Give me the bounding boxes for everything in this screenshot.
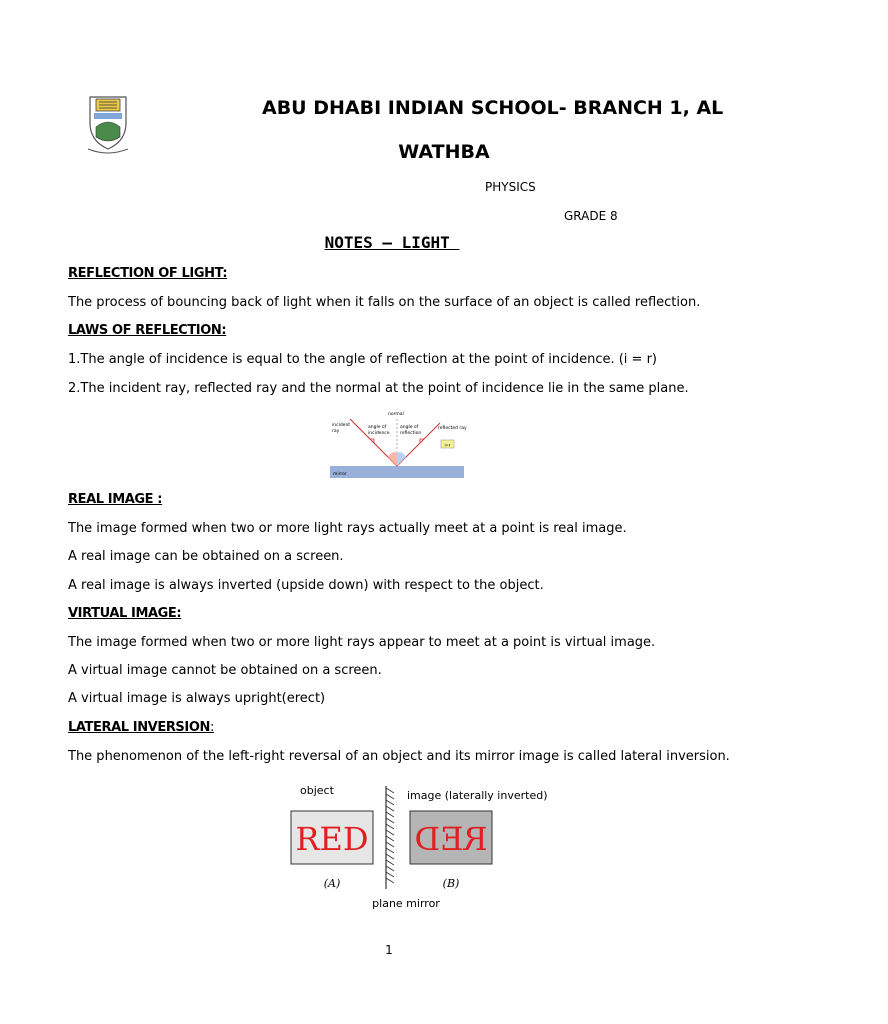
equation-label: i=r <box>444 442 451 448</box>
mirrored-word: RED <box>414 820 488 858</box>
heading-lateral-inversion <box>68 720 214 735</box>
grade-label: GRADE 8 <box>564 209 618 223</box>
angle-reflection-label-2: reflection <box>400 431 422 436</box>
label-b: (B) <box>442 877 460 890</box>
incident-ray-label: incident <box>332 423 351 428</box>
lateral-heading-text: LATERAL INVERSION <box>68 720 210 735</box>
lateral-inversion-definition: The phenomenon of the left-right reversal of an object and its mirror image is called lateral inversion. <box>68 749 730 764</box>
heading-real-image: REAL IMAGE : <box>68 492 163 507</box>
normal-label: normal <box>388 412 404 417</box>
angle-incidence-label: angle of <box>368 425 387 430</box>
image-label: image (laterally inverted) <box>407 789 548 802</box>
school-name-line1: ABU DHABI INDIAN SCHOOL- BRANCH 1, AL <box>262 97 724 119</box>
page-title: NOTES – LIGHT <box>324 233 460 252</box>
reflected-ray-label: reflected ray <box>438 426 467 431</box>
heading-laws: LAWS OF REFLECTION: <box>68 323 227 338</box>
reflection-diagram <box>330 409 467 478</box>
subject-label: PHYSICS <box>485 180 536 194</box>
label-a: (A) <box>323 877 341 890</box>
school-name-line2: WATHBA <box>398 141 490 163</box>
lateral-inversion-diagram <box>262 778 548 912</box>
real-image-line-2: A real image can be obtained on a screen. <box>68 549 344 564</box>
object-label: object <box>300 784 334 797</box>
plane-mirror-label: plane mirror <box>372 897 440 910</box>
virtual-image-line-2: A virtual image cannot be obtained on a screen. <box>68 663 382 678</box>
mirror-hatching <box>386 788 394 883</box>
incident-ray-label-2: ray <box>332 429 340 434</box>
object-word: RED <box>295 820 369 858</box>
real-image-line-1: The image formed when two or more light rays actually meet at a point is real image. <box>68 521 627 536</box>
reflection-definition: The process of bouncing back of light when it falls on the surface of an object is called reflection. <box>68 295 701 310</box>
law-2: 2.The incident ray, reflected ray and the normal at the point of incidence lie in the same plane. <box>68 381 689 396</box>
law-1: 1.The angle of incidence is equal to the angle of reflection at the point of incidence. (i = r) <box>68 352 657 367</box>
angle-reflection-label: angle of <box>400 425 419 430</box>
page-number: 1 <box>385 943 393 957</box>
virtual-image-line-3: A virtual image is always upright(erect) <box>68 691 326 706</box>
virtual-image-line-1: The image formed when two or more light rays appear to meet at a point is virtual image. <box>68 635 656 650</box>
heading-reflection: REFLECTION OF LIGHT: <box>68 266 228 281</box>
heading-virtual-image: VIRTUAL IMAGE: <box>68 606 182 621</box>
mirror-label: mirror <box>333 472 347 477</box>
angle-incidence-label-2: incidence <box>368 431 390 436</box>
lateral-heading-colon: : <box>209 720 214 735</box>
real-image-line-3: A real image is always inverted (upside down) with respect to the object. <box>68 578 544 593</box>
